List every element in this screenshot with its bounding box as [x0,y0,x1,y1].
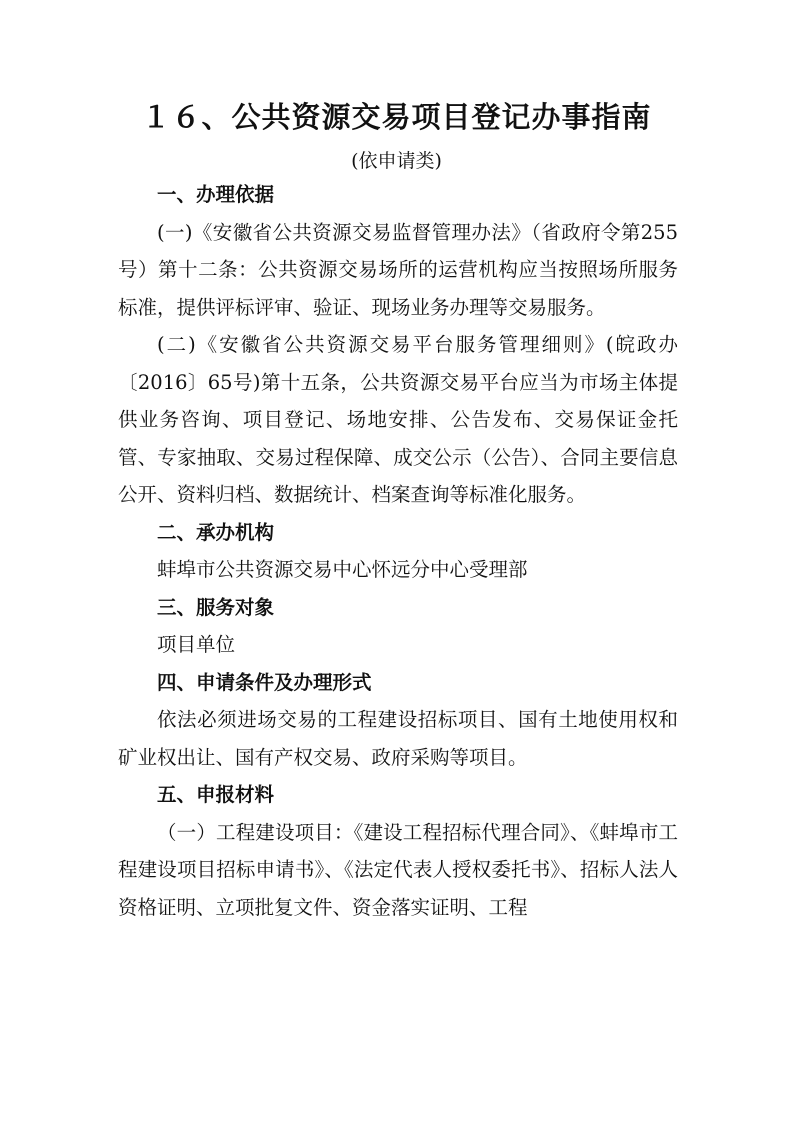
document-subtitle: (依申请类) [351,150,442,172]
section-heading: 三、服务对象 [157,595,275,619]
section-heading: 二、承办机构 [157,520,275,544]
paragraph: (一)《安徽省公共资源交易监督管理办法》（省政府令第255号）第十二条：公共资源交易场所的运营机构应当按照场所服务标准，提供评标评审、验证、现场业务办理等交易服务。 [118,220,678,319]
paragraph: (二)《安徽省公共资源交易平台服务管理细则》(皖政办〔2016〕65号)第十五条，公共资源交易平台应当为市场主体提供业务咨询、项目登记、场地安排、公告发布、交易保证金托管、专家抽取、交易过程保障、成交公示（公告）、合同主要信息公开、资料归档、数据统计、档案查询等标准化服务。 [118,333,678,506]
document-title: １６、公共资源交易项目登记办事指南 [141,100,652,134]
section-heading: 一、办理依据 [157,183,275,206]
document-body [118,176,678,926]
paragraph: 依法必须进场交易的工程建设招标项目、国有土地使用权和矿业权出让、国有产权交易、政府采购等项目。 [118,708,678,769]
paragraph: （一）工程建设项目：《建设工程招标代理合同》、《蚌埠市工程建设项目招标申请书》、《法定代表人授权委托书》、招标人法人资格证明、立项批复文件、资金落实证明、工程 [118,820,678,919]
paragraph: 蚌埠市公共资源交易中心怀远分中心受理部 [157,558,528,581]
paragraph: 项目单位 [157,633,236,656]
section-heading: 四、申请条件及办理形式 [157,670,372,694]
section-heading: 五、申报材料 [157,783,275,806]
